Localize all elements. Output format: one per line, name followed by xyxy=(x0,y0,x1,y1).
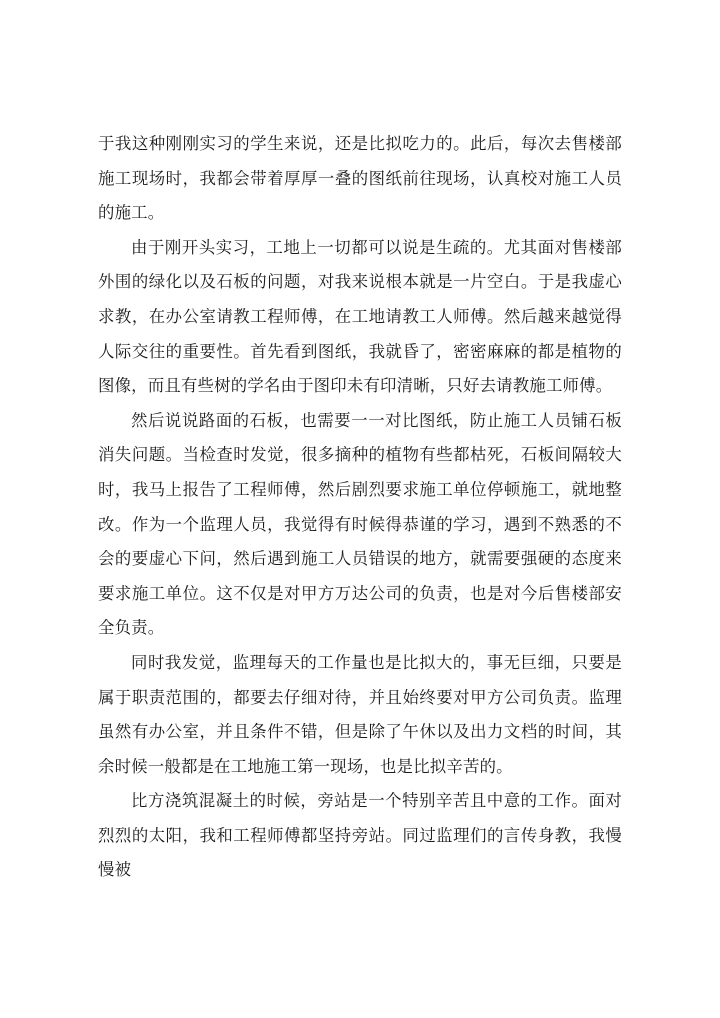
paragraph-4: 同时我发觉，监理每天的工作量也是比拟大的，事无巨细，只要是属于职责范围的，都要去仔细对待，并且始终要对甲方公司负责。监理虽然有办公室，并且条件不错，但是除了午休以及出力文档的时间，其余时候一般都是在工地施工第一现场，也是比拟辛苦的。 xyxy=(98,652,622,776)
paragraph-3: 然后说说路面的石板，也需要一一对比图纸，防止施工人员铺石板消失问题。当检查时发觉，很多摘种的植物有些都枯死，石板间隔较大时，我马上报告了工程师傅，然后剧烈要求施工单位停顿施工，就地整改。作为一个监理人员，我觉得有时候得恭谨的学习，遇到不熟悉的不会的要虚心下问，然后遇到施工人员错误的地方，就需要强硬的态度来要求施工单位。这不仅是对甲方万达公司的负责，也是对今后售楼部安全负责。 xyxy=(98,410,622,638)
paragraph-5: 比方浇筑混凝土的时候，旁站是一个特别辛苦且中意的工作。面对烈烈的太阳，我和工程师傅都坚持旁站。同过监理们的言传身教，我慢慢被 xyxy=(98,791,622,880)
paragraph-1: 于我这种刚刚实习的学生来说，还是比拟吃力的。此后，每次去售楼部施工现场时，我都会带着厚厚一叠的图纸前往现场，认真校对施工人员的施工。 xyxy=(98,134,622,223)
paragraph-2: 由于刚开头实习，工地上一切都可以说是生疏的。尤其面对售楼部外围的绿化以及石板的问题，对我来说根本就是一片空白。于是我虚心求教，在办公室请教工程师傅，在工地请教工人师傅。然后越来越觉得人际交往的重要性。首先看到图纸，我就昏了，密密麻麻的都是植物的图像，而且有些树的学名由于图印未有印清晰，只好去请教施工师傅。 xyxy=(98,237,622,396)
